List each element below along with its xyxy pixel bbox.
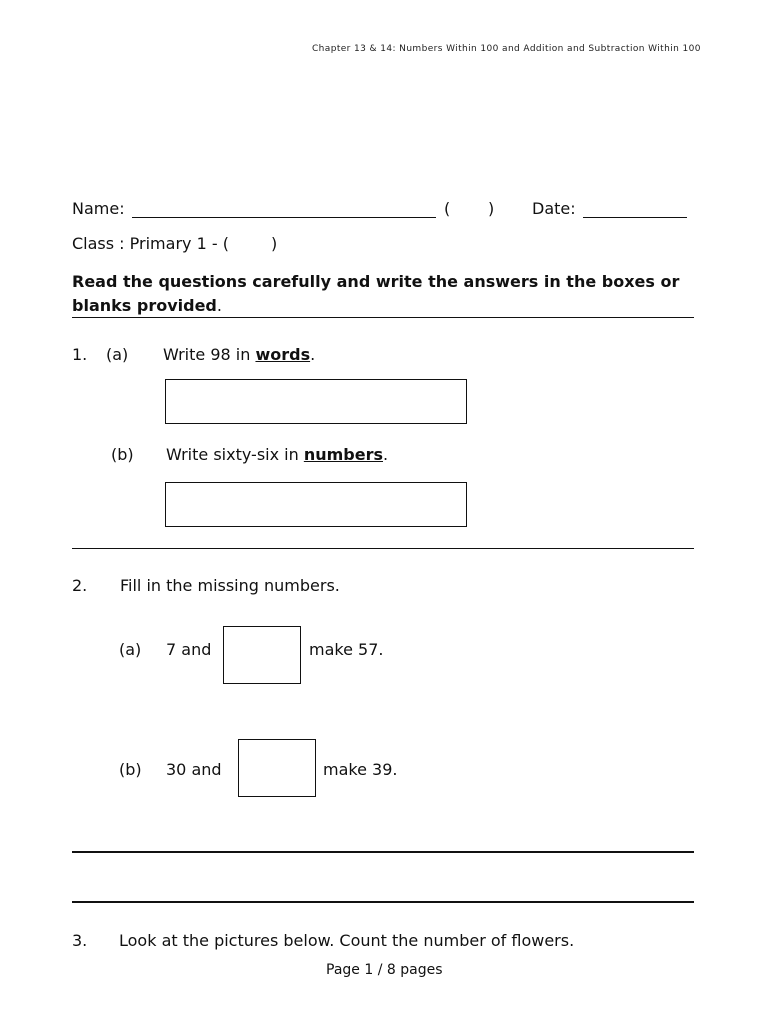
date-blank[interactable] <box>583 217 687 218</box>
name-label: Name: <box>72 199 125 218</box>
q2a-text-after: make 57. <box>309 640 384 659</box>
page-number: Page 1 / 8 pages <box>326 962 443 978</box>
q2-number: 2. <box>72 576 88 595</box>
q1b-label: (b) <box>111 445 134 464</box>
q2b-label: (b) <box>119 760 142 779</box>
instructions-divider <box>72 317 694 318</box>
q1a-text: Write 98 in <box>163 345 251 364</box>
class-close-paren: ) <box>271 234 278 253</box>
q3-prompt: Look at the pictures below. Count the number of flowers. <box>119 931 575 950</box>
q1b-text: Write sixty-six in <box>166 445 299 464</box>
q2a-text-before: 7 and <box>166 640 212 659</box>
q1a-period: . <box>310 345 316 364</box>
chapter-header: Chapter 13 & 14: Numbers Within 100 and Addition and Subtraction Within 100 <box>312 44 701 54</box>
q1b-period: . <box>383 445 389 464</box>
q1-divider <box>72 548 694 549</box>
q2a-answer-box[interactable] <box>223 626 301 684</box>
q1a-label: (a) <box>106 345 129 364</box>
instructions <box>72 270 679 318</box>
q2-divider-2 <box>72 901 694 903</box>
q1a-answer-box[interactable] <box>165 379 467 424</box>
index-close-paren: ) <box>488 199 495 218</box>
q2b-text-before: 30 and <box>166 760 222 779</box>
q2-prompt: Fill in the missing numbers. <box>120 576 340 595</box>
instructions-line-2-period: . <box>216 296 222 315</box>
instructions-line-2-text: blanks provided <box>72 296 217 315</box>
instructions-line-2 <box>72 294 679 318</box>
q2b-text-after: make 39. <box>323 760 398 779</box>
q1a-prompt <box>163 345 315 364</box>
q1b-prompt <box>166 445 388 464</box>
q1a-keyword: words <box>255 345 311 364</box>
instructions-line-1: Read the questions carefully and write the answers in the boxes or <box>72 272 680 291</box>
q3-number: 3. <box>72 931 88 950</box>
q2a-label: (a) <box>119 640 142 659</box>
q2b-answer-box[interactable] <box>238 739 316 797</box>
q1b-answer-box[interactable] <box>165 482 467 527</box>
q1-number: 1. <box>72 345 88 364</box>
index-open-paren: ( <box>444 199 451 218</box>
q1b-keyword: numbers <box>303 445 383 464</box>
date-label: Date: <box>532 199 576 218</box>
class-label: Class : Primary 1 - ( <box>72 234 229 253</box>
q2-divider-1 <box>72 851 694 853</box>
name-blank[interactable] <box>132 217 436 218</box>
